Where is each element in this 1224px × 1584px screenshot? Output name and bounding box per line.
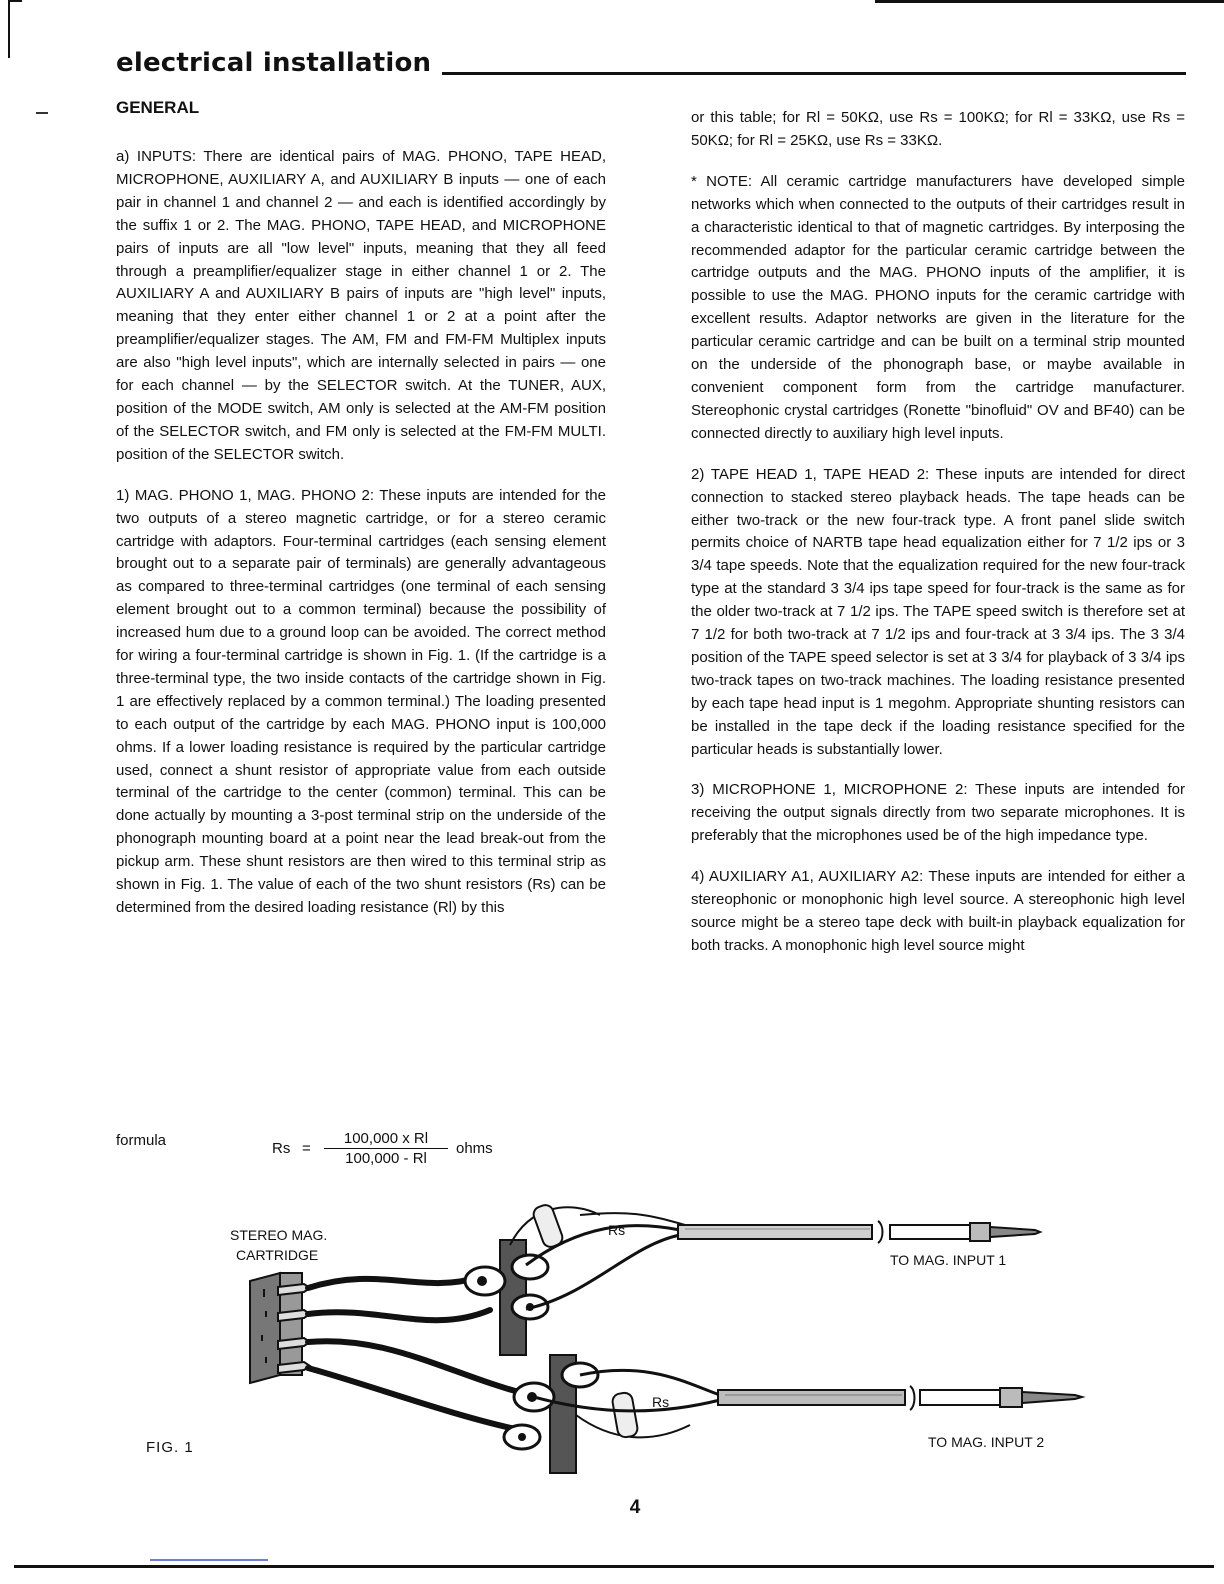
shunt-resistor-lower — [576, 1392, 690, 1439]
resistor-label-upper: Rs — [608, 1222, 626, 1238]
bottom-mark — [150, 1559, 268, 1561]
paragraph-tape-head: 2) TAPE HEAD 1, TAPE HEAD 2: These inputs are intended for direct connection to stacked stereo playback heads. The tape heads can be either two-track or the new four-track type. A front panel slide switch permits choice of NARTB tape head equalization either for 7 1/2 ips or 3 3/4 tape speeds. Note that the equalization required for the new four-track type at the standard 3 3/4 ips tape speed for four-track is the same as for the older two-track at 7 1/2 ips. The TAPE speed switch is therefore set at 7 1/2 for both two-track at 7 1/2 ips and four-track at 3 3/4 ips. The 3 3/4 position of the TAPE speed selector is set at 3 3/4 for playback of 3 3/4 ips two-track tapes on two-track machines. The loading resistance presented by each tape head input is 1 megohm. Appropriate shunting resistors can be installed in the tape deck if the loading resistance specified for the particular heads is substantially lower. — [691, 465, 1185, 758]
paragraph-mag-phono: 1) MAG. PHONO 1, MAG. PHONO 2: These inputs are intended for the two outputs of a stereo magnetic cartridge, or for a stereo ceramic cartridge with adaptors. Four-terminal cartridges (each sensing element brought out to a separate pair of terminals) are generally advantageous as compared to three-terminal cartridges (one terminal of each sensing element brought out to a common terminal) because the possibility of increased hum due to a ground loop can be avoided. The correct method for wiring a four-terminal cartridge is shown in Fig. 1. (If the cartridge is a three-terminal type, the two inside contacts of the cartridge shown in Fig. 1 are effectively replaced by a common terminal.) The loading presented to each output of the cartridge by each MAG. PHONO input is 100,000 ohms. If a lower loading resistance is required by the particular cartridge used, connect a shunt resistor of appropriate value from each outside terminal of the cartridge to the center (common) terminal. This can be done actually by mounting a 3-post terminal strip on the underside of the phonograph mounting board at a point near the lead break-out from the pickup arm. These shunt resistors are then wired to this terminal strip as shown in Fig. 1. The value of each of the two shunt resistors (Rs) can be determined from the desired loading resistance (Rl) by this — [116, 486, 606, 916]
title-rule — [442, 72, 1186, 75]
formula-fraction — [324, 1130, 448, 1167]
formula-unit: ohms — [456, 1140, 493, 1157]
cartridge-label-line2: CARTRIDGE — [236, 1247, 319, 1263]
input-label-2: TO MAG. INPUT 2 — [928, 1434, 1045, 1450]
margin-mark — [36, 112, 48, 114]
cartridge-wires — [308, 1277, 530, 1430]
wiring-diagram — [130, 1185, 1090, 1475]
paragraph-inputs: a) INPUTS: There are identical pairs of MAG. PHONO, TAPE HEAD, MICROPHONE, AUXILIARY A, and AUXILIARY B inputs — one of each pair in channel 1 and channel 2 — and each is identified accordingly by the suffix 1 or 2. The MAG. PHONO, TAPE HEAD, and MICROPHONE pairs of inputs are all "low level" inputs, meaning that they all feed through a preamplifier/equalizer stage in either channel 1 or 2. The AUXILIARY A and AUXILIARY B pairs of inputs are "high level" inputs, meaning that they enter either channel 1 or 2 at a point after the preamplifier/equalizer stages. The AM, FM and FM-FM Multiplex inputs are also "high level inputs", which are internally selected in pairs — one for each channel — by the SELECTOR switch. At the TUNER, AUX, position of the MODE switch, AM only is selected at the AM-FM position of the SELECTOR switch, and FM only is selected at the FM-FM MULTI. position of the SELECTOR switch. — [116, 148, 606, 463]
crop-mark — [8, 0, 10, 58]
crop-mark — [8, 0, 22, 2]
bottom-rule — [14, 1565, 1214, 1568]
formula-numerator: 100,000 x Rl — [324, 1130, 448, 1149]
resistor-label-lower: Rs — [652, 1394, 670, 1410]
paragraph-microphone: 3) MICROPHONE 1, MICROPHONE 2: These inputs are intended for receiving the output signals directly from two separate microphones. It is preferably that the microphones used be of the high impedance type. — [691, 781, 1185, 845]
cartridge-label-line1: STEREO MAG. — [230, 1227, 328, 1243]
paragraph-auxiliary: 4) AUXILIARY A1, AUXILIARY A2: These inputs are intended for either a stereophonic or monophonic high level source. A stereophonic high level source might be a stereo tape deck with built-in playback equalization for both tracks. A monophonic high level source might — [691, 868, 1185, 954]
formula-lhs: Rs — [272, 1140, 291, 1157]
page-title: electrical installation — [116, 48, 432, 78]
formula-denominator: 100,000 - Rl — [345, 1150, 427, 1167]
shunt-resistor-formula — [116, 1132, 606, 1184]
page-number: 4 — [629, 1497, 641, 1518]
shielded-cable-lower — [718, 1386, 1082, 1410]
figure-label: FIG. 1 — [146, 1439, 194, 1456]
page-header — [116, 48, 1186, 80]
shielded-cable-upper — [678, 1221, 1040, 1243]
paragraph-table: or this table; for Rl = 50KΩ, use Rs = 100KΩ; for Rl = 33KΩ, use Rs = 50KΩ; for Rl = 25KΩ, use Rs = 33KΩ. — [691, 109, 1185, 149]
right-column — [691, 107, 1185, 976]
formula-lead-word: formula — [116, 1132, 167, 1149]
left-column — [116, 146, 606, 938]
top-rule — [875, 0, 1224, 3]
shunt-resistor-upper — [510, 1203, 625, 1249]
section-heading: GENERAL — [116, 98, 200, 117]
formula-equals: = — [302, 1140, 311, 1157]
paragraph-note: * NOTE: All ceramic cartridge manufacturers have developed simple networks which when connected to the outputs of their cartridges result in a characteristic identical to that of magnetic cartridges. By interposing the recommended adaptor for the particular ceramic cartridge between the cartridge outputs and the MAG. PHONO inputs of the amplifier, it is possible to use the MAG. PHONO inputs for the ceramic cartridge with excellent results. Adaptor networks are given in the literature for the particular ceramic cartridge and can be built on a terminal strip mounted on the underside of the phonograph base, or maybe available in convenient component form from the cartridge manufacturer. Stereophonic crystal cartridges (Ronette "binofluid" OV and BF40) can be connected directly to auxiliary high level inputs. — [691, 172, 1185, 442]
input-label-1: TO MAG. INPUT 1 — [890, 1252, 1007, 1268]
